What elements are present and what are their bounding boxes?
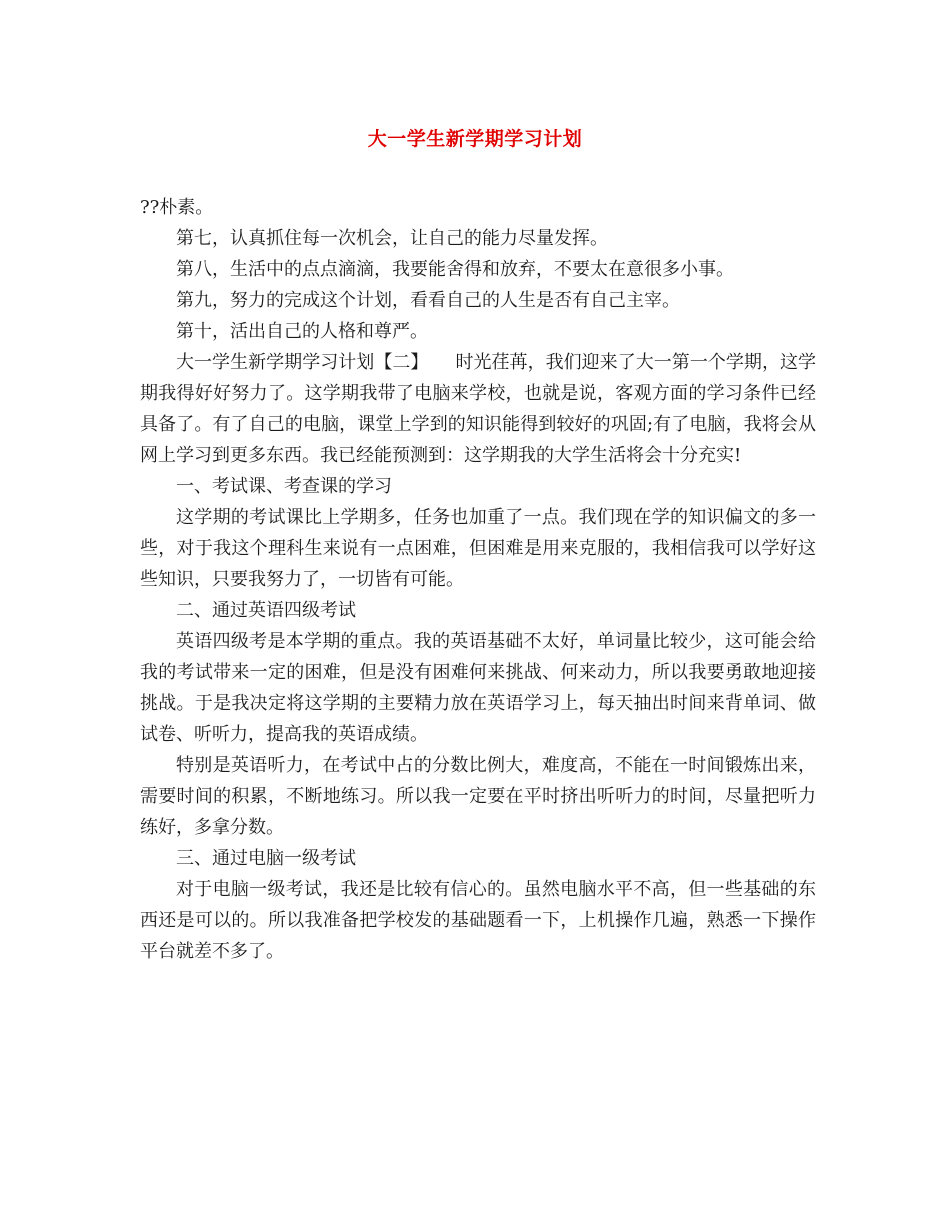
paragraph-plan-two-intro: 大一学生新学期学习计划【二】 时光荏苒，我们迎来了大一第一个学期，这学期我得好好努力了。这学期我带了电脑来学校，也就是说，客观方面的学习条件已经具备了。有了自己的电脑，课堂上学到的知识能得到较好的巩固;有了电脑，我将会从网上学习到更多东西。我已经能预测到：这学期我的大学生活将会十分充实!: [140, 352, 816, 466]
paragraph-section-three: 对于电脑一级考试，我还是比较有信心的。虽然电脑水平不高，但一些基础的东西还是可以的。所以我准备把学校发的基础题看一下，上机操作几遍，熟悉一下操作平台就差不多了。: [140, 879, 816, 962]
paragraph-section-two-a: 英语四级考是本学期的重点。我的英语基础不太好，单词量比较少，这可能会给我的考试带来一定的困难，但是没有困难何来挑战、何来动力，所以我要勇敢地迎接挑战。于是我决定将这学期的主要精力放在英语学习上，每天抽出时间来背单词、做试卷、听听力，提高我的英语成绩。: [140, 631, 816, 745]
section-heading-three: 三、通过电脑一级考试: [176, 848, 356, 869]
paragraph-section-one: 这学期的考试课比上学期多，任务也加重了一点。我们现在学的知识偏文的多一些，对于我这个理科生来说有一点困难，但困难是用来克服的，我相信我可以学好这些知识，只要我努力了，一切皆有可能。: [140, 507, 816, 590]
document-body: [140, 192, 816, 967]
paragraph-point-seven: 第七，认真抓住每一次机会，让自己的能力尽量发挥。: [176, 228, 608, 249]
paragraph-point-ten: 第十，活出自己的人格和尊严。: [176, 321, 428, 342]
paragraph-continuation: ??朴素。: [140, 197, 214, 218]
paragraph-section-two-b: 特别是英语听力，在考试中占的分数比例大，难度高，不能在一时间锻炼出来，需要时间的积累，不断地练习。所以我一定要在平时挤出听听力的时间，尽量把听力练好，多拿分数。: [140, 755, 816, 838]
document-title: 大一学生新学期学习计划: [367, 128, 583, 150]
paragraph-point-eight: 第八，生活中的点点滴滴，我要能舍得和放弃，不要太在意很多小事。: [176, 259, 734, 280]
paragraph-point-nine: 第九，努力的完成这个计划，看看自己的人生是否有自己主宰。: [176, 290, 680, 311]
section-heading-two: 二、通过英语四级考试: [176, 600, 356, 621]
section-heading-one: 一、考试课、考查课的学习: [176, 476, 392, 497]
